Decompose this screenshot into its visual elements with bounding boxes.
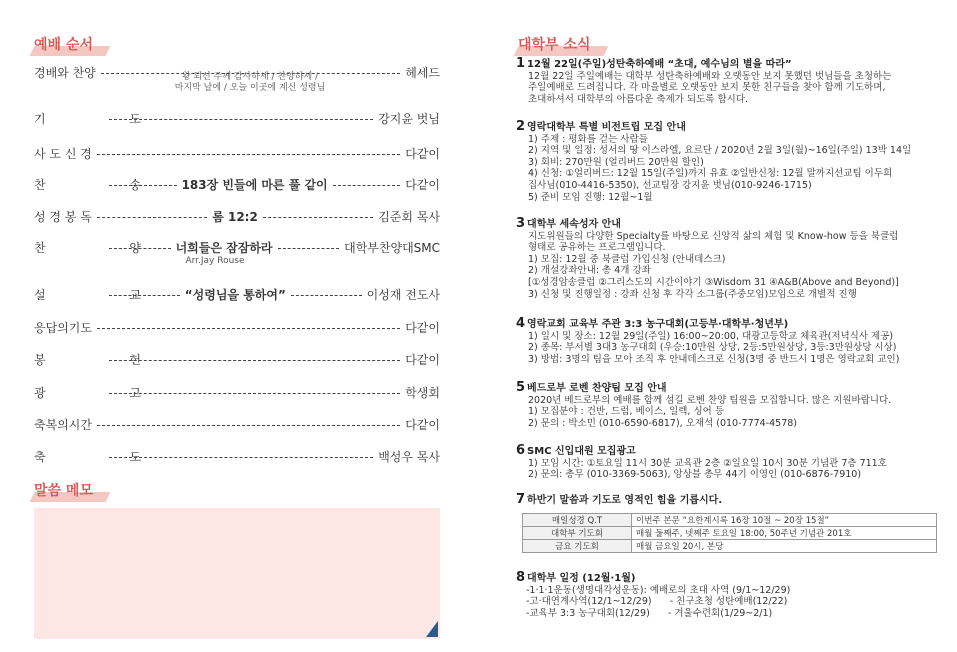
table-row: 금요 기도회 매월 금요일 20시, 본당: [523, 540, 937, 553]
order-item-creed: 사 도 신 경 다같이: [34, 146, 440, 161]
sermon-memo-heading: 말씀 메모: [34, 480, 93, 500]
order-item-response-prayer: 응답의기도 다같이: [34, 320, 440, 335]
news-item-5: 5 베드로부 로벤 찬양팀 모집 안내 2020년 베드로부의 예배를 함께 섬길 로벤 찬양 팀원을 모집합니다. 많은 지원바랍니다. 1) 모집분야 : 건반, 드럼, 베이스, 일렉, 싱어 등 2) 문의 : 박소민 (010-6590-6817), 오재석 (010-7774-4578): [516, 380, 892, 429]
news-item-4: 4 영락교회 교육부 주관 3:3 농구대회(고등부·대학부·청년부) 1) 일시 및 장소: 12월 29일(주일) 16:00~20:00, 대광고등학교 체육관(저녁식사 제공) 2) 종목: 부서별 3대3 농구대회 (우승:10만원 상당, 2등:5만원상당, 3등:3만원상당 시상) 3) 방법: 3명의 팀을 모아 조직 후 안내데스크로 신청(3명 중 반드시 1명은 영락교회 교인): [516, 316, 900, 365]
news-item-2: 2 영락대학부 특별 비전트립 모집 안내 1) 주제 : 평화를 걷는 사람들 2) 지역 및 일정: 성서의 땅 이스라엘, 요르단 / 2020년 2월 3일(월)~16일(주일) 13박 14일 3) 회비: 270만원 (얼리버드 20만원 할인) 4) 신청: ①얼리버드: 12월 15일(주일)까지 유효 ②일반신청: 12월 말까지선교팀 이두희 집사님(010-4416-5350), 선교팀장 강지윤 벗님(010-9246-1715) 5) 준비 모임 진행: 12월~1월: [516, 119, 912, 203]
table-row: 매일성경 Q.T 이번주 본문 “요한계시록 16장 10절 ~ 20장 15절”: [523, 514, 937, 527]
news-item-3: 3 대학부 세속성자 안내 지도위원들의 다양한 Specialty를 바탕으로 신앙적 삶의 체험 및 Know-how 등을 북클럽 형태로 공유하는 프로그램입니다. 1) 모집: 12월 중 북클럽 가입신청 (안내데스크) 2) 개설강좌안내: 총 4개 강좌 [①성경암송클럽 ②그리스도의 시간이야기 ③Wisdom 31 ④A&B(Above and Beyond)] 3) 신청 및 진행일정 : 강좌 신청 후 각각 소그룹(주중모임)모임으로 개별적 진행: [516, 216, 899, 300]
order-item-prayer: 기 도 강지윤 벗님: [34, 111, 440, 126]
worship-order-heading: 예배 순서: [34, 34, 93, 54]
praise-song-list: 왕 되신 주께 감사하세 / 찬양하세 / 마지막 날에 / 오늘 이곳에 계신 성령님: [174, 72, 326, 93]
order-item-blessing-time: 축복의시간 다같이: [34, 417, 440, 432]
news-item-7: 7 하반기 말씀과 기도로 영적인 힘을 기릅시다.: [516, 492, 723, 507]
news-item-8: 8 대학부 일정 (12월·1월) -1·1·1운동(생명대각성운동): 예배로의 초대 사역 (9/1~12/29) -고·대연계사역(12/1~12/29) - 친구초청 성탄예배(12/22) -교육부 3:3 농구대회(12/29) - 겨울수련회(1/29~2/1): [516, 570, 791, 619]
news-heading: 대학부 소식: [518, 34, 591, 54]
sermon-memo-box[interactable]: [34, 508, 440, 639]
order-item-praise: 경배와 찬양 헤세드: [34, 65, 440, 80]
page-corner-icon: [426, 621, 438, 637]
news-item-1: 1 12월 22일(주일)성탄축하예배 “초대, 예수님의 별을 따라” 12월 22일 주일예배는 대학부 성탄축하예배와 오랫동안 보지 못했던 벗님들을 초청하는 주일예배로 드려집니다. 각 마을별로 오랫동안 보지 못한 친구들을 찾아 함께 기도하며, 초대하셔서 대학부의 아름다운 축제가 되도록 합시다.: [516, 56, 892, 105]
order-item-offering: 봉 헌 다같이: [34, 352, 440, 367]
order-item-benediction: 축 도 백성우 목사: [34, 449, 440, 464]
order-item-announcements: 광 고 학생회: [34, 385, 440, 400]
order-item-hymn: 찬 송 183장 빈들에 마른 풀 같이 다같이: [34, 177, 440, 192]
news-item-6: 6 SMC 신입대원 모집광고 1) 모임 시간: ①토요일 11시 30분 교육관 2층 ②일요일 10시 30분 기념관 7층 711호 2) 문의: 총무 (010-3369-5063), 앙상블 총무 44기 이영인 (010-6876-7910): [516, 443, 887, 481]
arranger-credit: Arr.Jay Rouse: [185, 256, 245, 266]
prayer-schedule-table: [522, 513, 937, 553]
table-row: 대학부 기도회 매월 둘째주, 넷째주 토요일 18:00, 50주년 기념관 201호: [523, 527, 937, 540]
order-item-sermon: 설 교 “성령님을 통하여” 이성재 전도사: [34, 287, 441, 302]
order-item-scripture: 성 경 봉 독 롬 12:2 김준회 목사: [34, 209, 440, 224]
order-item-choir: 찬 양 너희들은 잠잠하라 대학부찬양대SMC: [34, 240, 441, 255]
